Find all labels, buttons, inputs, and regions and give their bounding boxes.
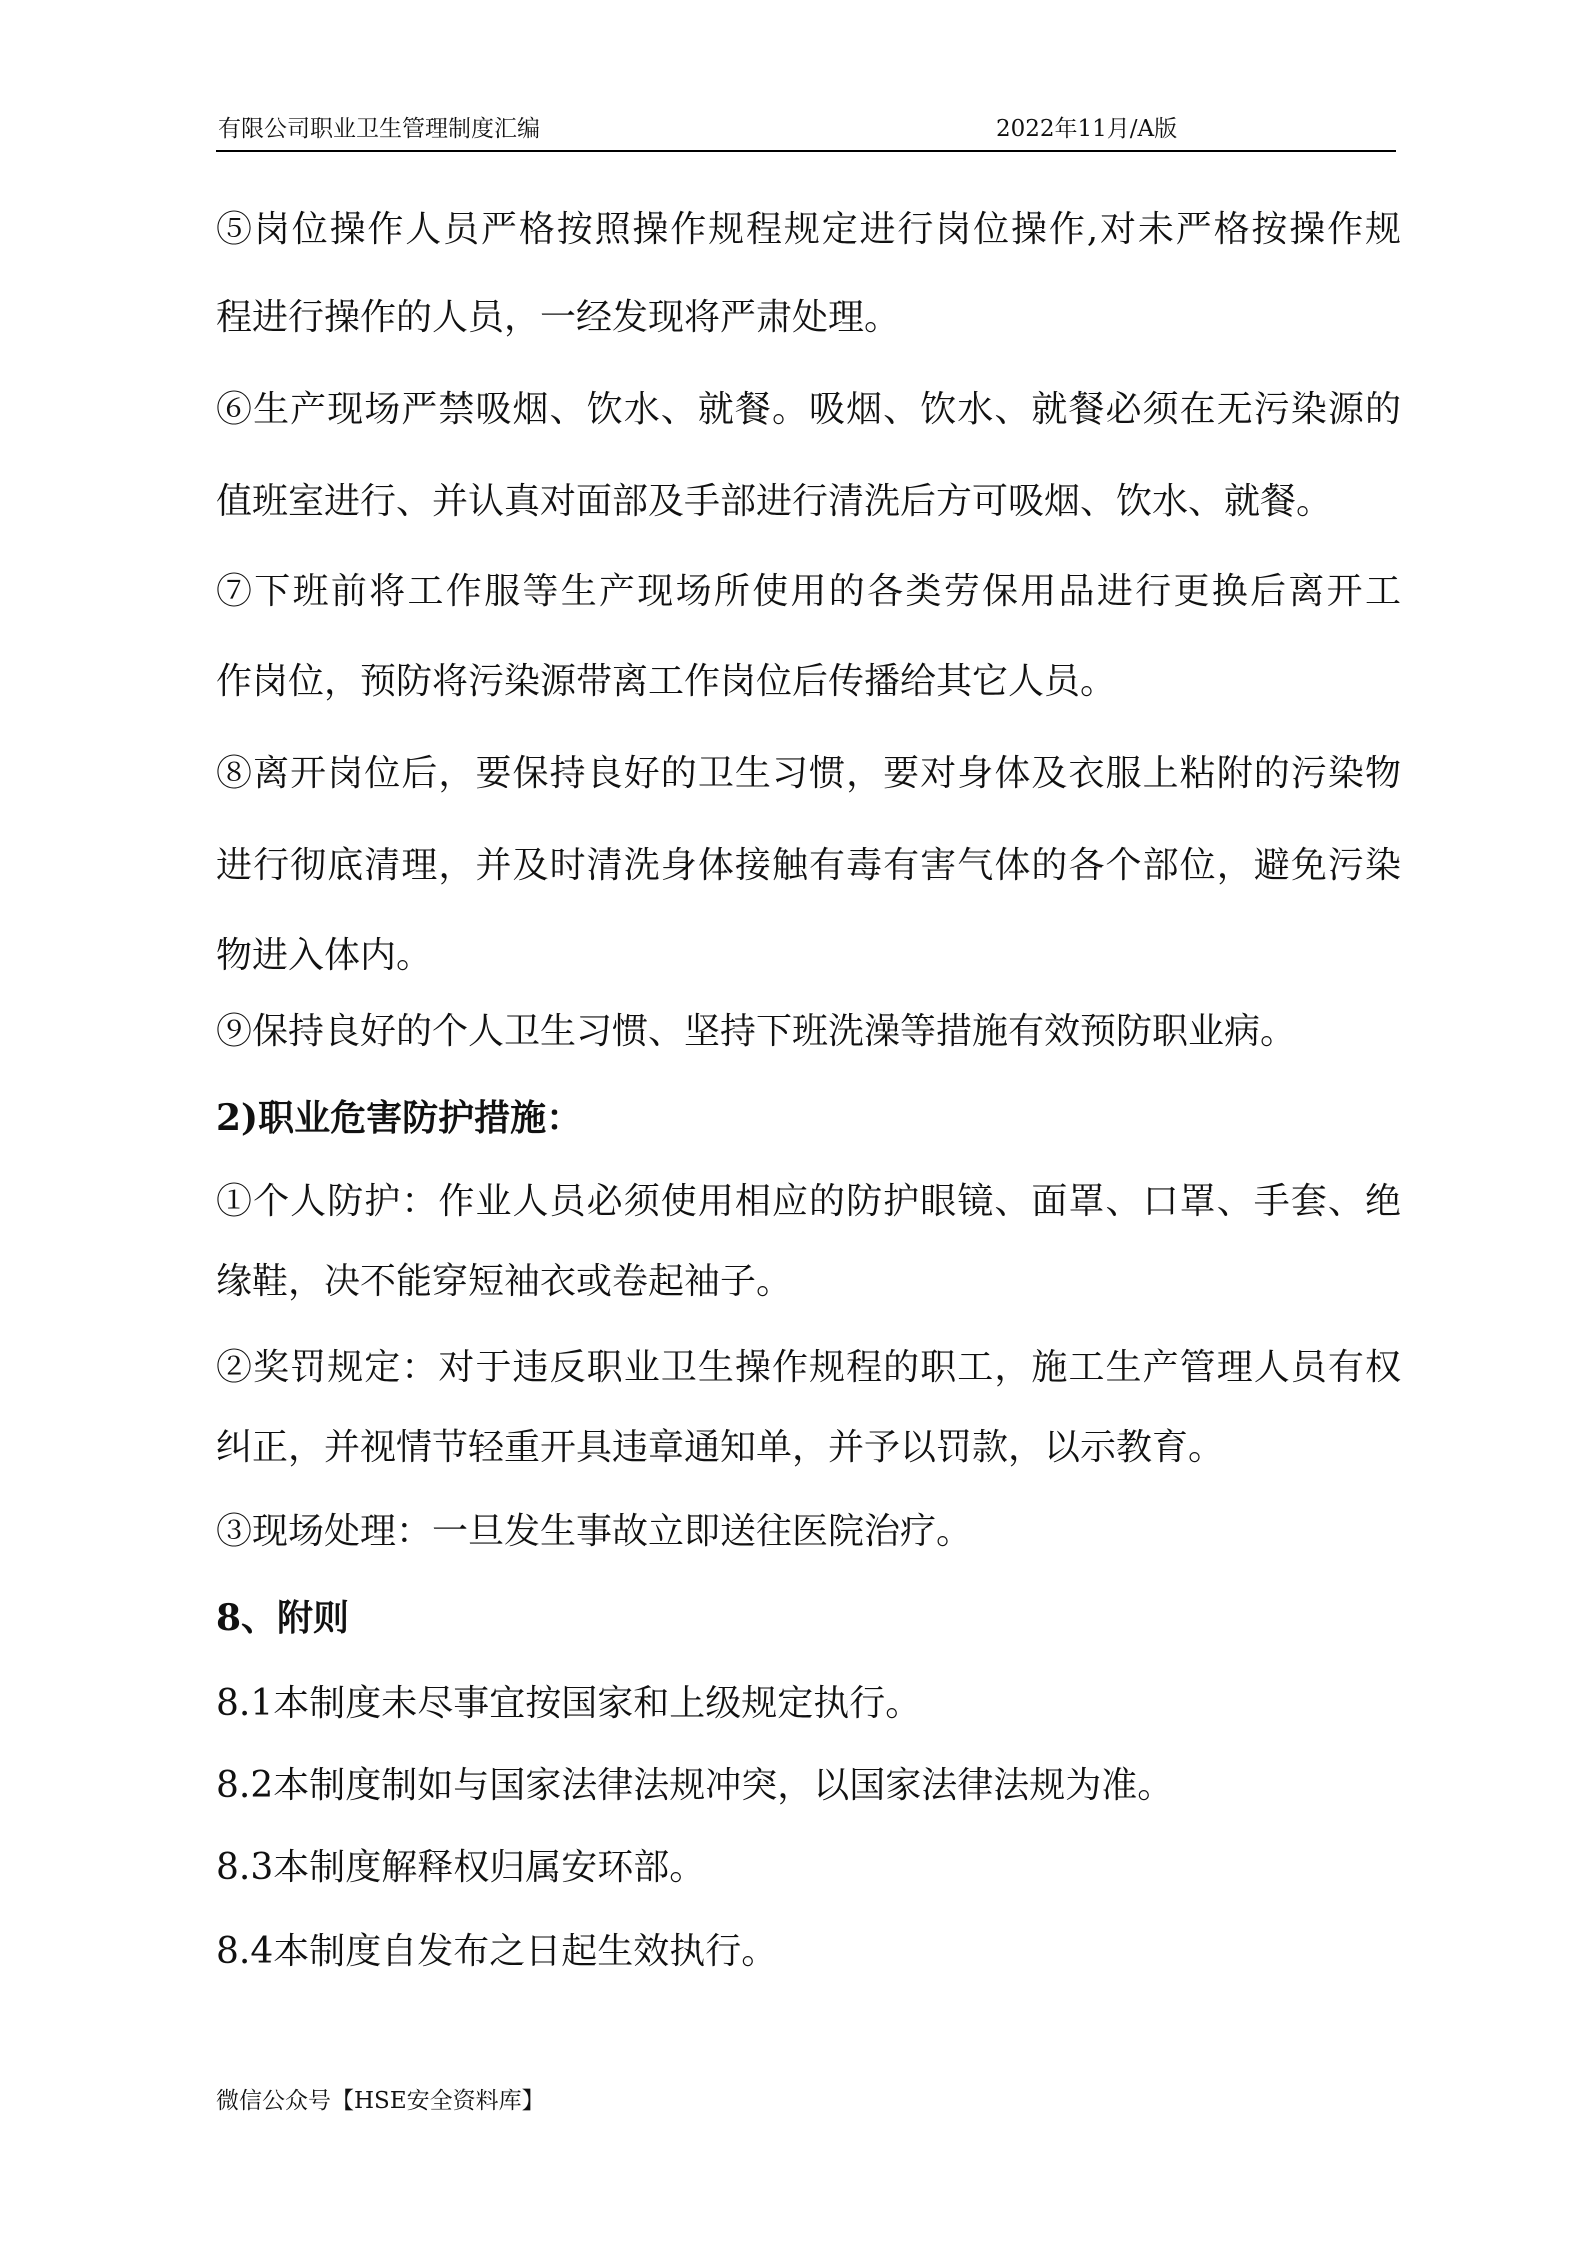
appendix-item-8-3: 8.3本制度解释权归属安环部。 [216, 1847, 706, 1888]
paragraph-6-line-1: ⑥生产现场严禁吸烟、饮水、就餐。吸烟、饮水、就餐必须在无污染源的 [216, 389, 1401, 430]
paragraph-7-line-1: ⑦下班前将工作服等生产现场所使用的各类劳保用品进行更换后离开工 [216, 571, 1401, 612]
page-header [216, 108, 1396, 152]
section-heading-appendix: 8、附则 [216, 1597, 350, 1639]
paragraph-5-line-2: 程进行操作的人员，一经发现将严肃处理。 [216, 297, 901, 338]
paragraph-9-line-1: ⑨保持良好的个人卫生习惯、坚持下班洗澡等措施有效预防职业病。 [216, 1011, 1297, 1052]
document-version: 2022年11月/A版 [996, 116, 1178, 142]
appendix-item-8-1: 8.1本制度未尽事宜按国家和上级规定执行。 [216, 1683, 922, 1724]
document-title: 有限公司职业卫生管理制度汇编 [218, 116, 540, 142]
protection-item-1-line-1: ①个人防护：作业人员必须使用相应的防护眼镜、面罩、口罩、手套、绝 [216, 1181, 1401, 1222]
page-footer: 微信公众号【HSE安全资料库】 [216, 2088, 545, 2114]
section-heading-protection: 2)职业危害防护措施： [216, 1097, 583, 1139]
protection-item-3-line-1: ③现场处理：一旦发生事故立即送往医院治疗。 [216, 1511, 973, 1552]
paragraph-8-line-3: 物进入体内。 [216, 935, 433, 976]
paragraph-6-line-2: 值班室进行、并认真对面部及手部进行清洗后方可吸烟、饮水、就餐。 [216, 481, 1333, 522]
paragraph-5-line-1: ⑤岗位操作人员严格按照操作规程规定进行岗位操作,对未严格按操作规 [216, 209, 1401, 250]
paragraph-8-line-2: 进行彻底清理，并及时清洗身体接触有毒有害气体的各个部位，避免污染 [216, 845, 1401, 886]
paragraph-7-line-2: 作岗位，预防将污染源带离工作岗位后传播给其它人员。 [216, 661, 1117, 702]
protection-item-2-line-2: 纠正，并视情节轻重开具违章通知单，并予以罚款，以示教育。 [216, 1427, 1225, 1468]
appendix-item-8-4: 8.4本制度自发布之日起生效执行。 [216, 1931, 778, 1972]
paragraph-8-line-1: ⑧离开岗位后，要保持良好的卫生习惯，要对身体及衣服上粘附的污染物 [216, 753, 1401, 794]
protection-item-2-line-1: ②奖罚规定：对于违反职业卫生操作规程的职工，施工生产管理人员有权 [216, 1347, 1401, 1388]
protection-item-1-line-2: 缘鞋，决不能穿短袖衣或卷起袖子。 [216, 1261, 793, 1302]
appendix-item-8-2: 8.2本制度制如与国家法律法规冲突，以国家法律法规为准。 [216, 1765, 1174, 1806]
